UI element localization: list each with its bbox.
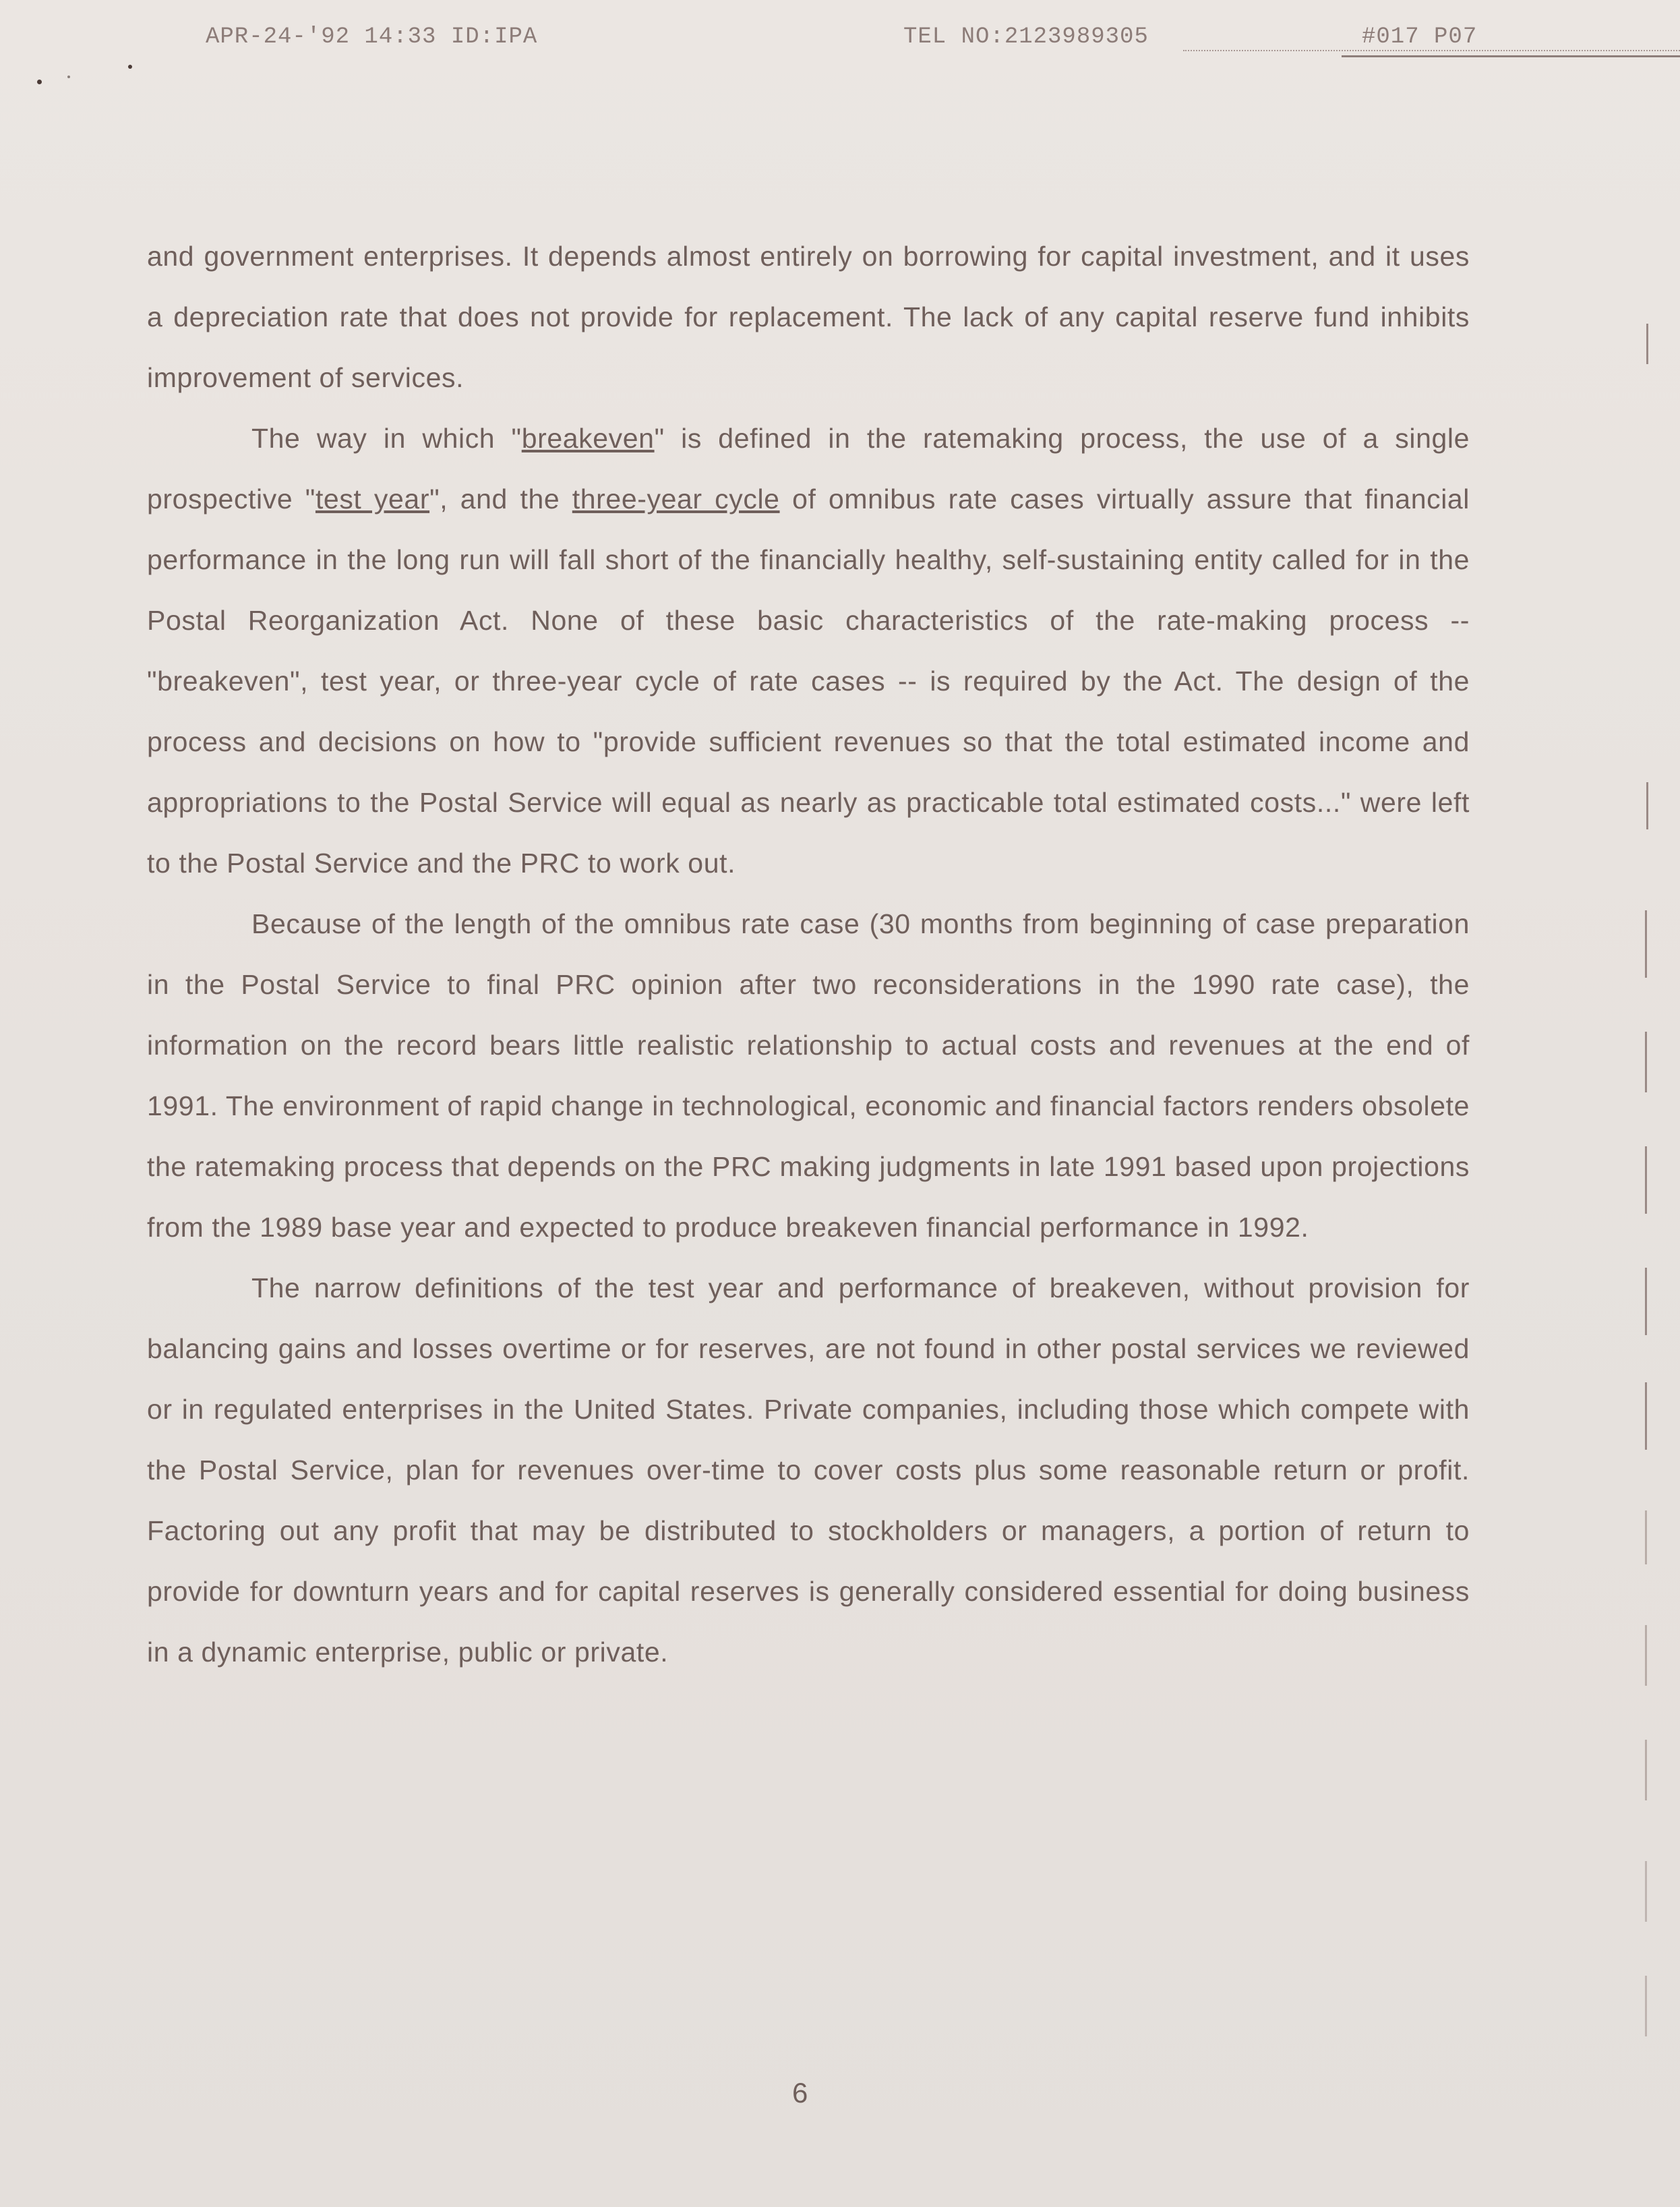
fax-telephone: TEL NO:2123989305 <box>903 24 1149 50</box>
scan-edge-mark <box>1645 1146 1647 1214</box>
scan-edge-mark <box>1645 1268 1647 1335</box>
scan-edge-mark <box>1646 324 1648 364</box>
paragraph-text: Because of the length of the omnibus rate case (30 months from beginning of case preparation in the Postal Service to final PRC opinion after two reconsiderations in the 1990 rate case), the information on the record bears little realistic relationship to actual costs and revenues at the end of 1991. The environment of rapid change in technological, economic and financial factors renders obsolete the ratemaking process that depends on the PRC making judgments in late 1991 based upon projections from the 1989 base year and expected to produce breakeven financial performance in 1992. <box>147 908 1470 1243</box>
header-rule <box>1342 55 1680 57</box>
paragraph-text: The way in which " <box>251 423 522 454</box>
paragraph-text: of omnibus rate cases virtually assure that financial performance in the long run will fall short of the financially healthy, self-sustaining entity called for in the Postal Reorganization Act. None of these basic characteristics of the rate-making process -- "breakeven", test year, or three-year cycle of rate cases -- is required by the Act. The design of the process and decisions on how to "provide sufficient revenues so that the total estimated income and appropriations to the Postal Service will equal as nearly as practicable total estimated costs..." were left to the Postal Service and the PRC to work out. <box>147 483 1470 879</box>
paragraph-text: ", and the <box>429 483 572 514</box>
underlined-term: test year <box>315 483 430 514</box>
scan-edge-mark <box>1645 1976 1647 2036</box>
scan-edge-mark <box>1645 1740 1647 1800</box>
scan-edge-mark <box>1645 1861 1647 1922</box>
scan-speck <box>128 65 132 69</box>
paragraph-text: and government enterprises. It depends almost entirely on borrowing for capital investment, and it uses a depreciation rate that does not provide for replacement. The lack of any capital reserve fund inhibits improvement of services. <box>147 241 1470 393</box>
paragraph-text: " is defined in the ratemaking process, the use of a single prospective " <box>147 423 1470 514</box>
fax-timestamp-id: APR-24-'92 14:33 ID:IPA <box>206 24 538 50</box>
fax-page-code: #017 P07 <box>1362 24 1478 50</box>
paragraph <box>147 893 1470 1258</box>
underlined-term: three-year cycle <box>572 483 780 514</box>
paragraph <box>147 226 1470 408</box>
scan-speck <box>67 76 70 78</box>
scan-speck <box>37 80 42 84</box>
paragraph <box>147 1258 1470 1682</box>
paragraph-text: The narrow definitions of the test year and performance of breakeven, without provision for balancing gains and losses overtime or for reserves, are not found in other postal services we reviewed or in regulated enterprises in the United States. Private companies, including those which compete with the Postal Service, plan for revenues over-time to cover costs plus some reasonable return or profit. Factoring out any profit that may be distributed to stockholders or managers, a portion of return to provide for downturn years and for capital reserves is generally considered essential for doing business in a dynamic enterprise, public or private. <box>147 1272 1470 1668</box>
fax-header <box>0 19 1680 59</box>
underlined-term: breakeven <box>521 423 655 454</box>
scan-edge-mark <box>1645 1510 1647 1564</box>
scan-edge-mark <box>1645 910 1647 978</box>
page-number: 6 <box>792 2077 808 2109</box>
scan-edge-mark <box>1645 1032 1647 1092</box>
scan-edge-mark <box>1645 1382 1647 1450</box>
body-text <box>147 226 1470 1682</box>
scan-edge-mark <box>1645 1625 1647 1686</box>
paragraph <box>147 408 1470 893</box>
scan-edge-mark <box>1646 782 1648 829</box>
header-dotted-rule <box>1183 50 1680 51</box>
